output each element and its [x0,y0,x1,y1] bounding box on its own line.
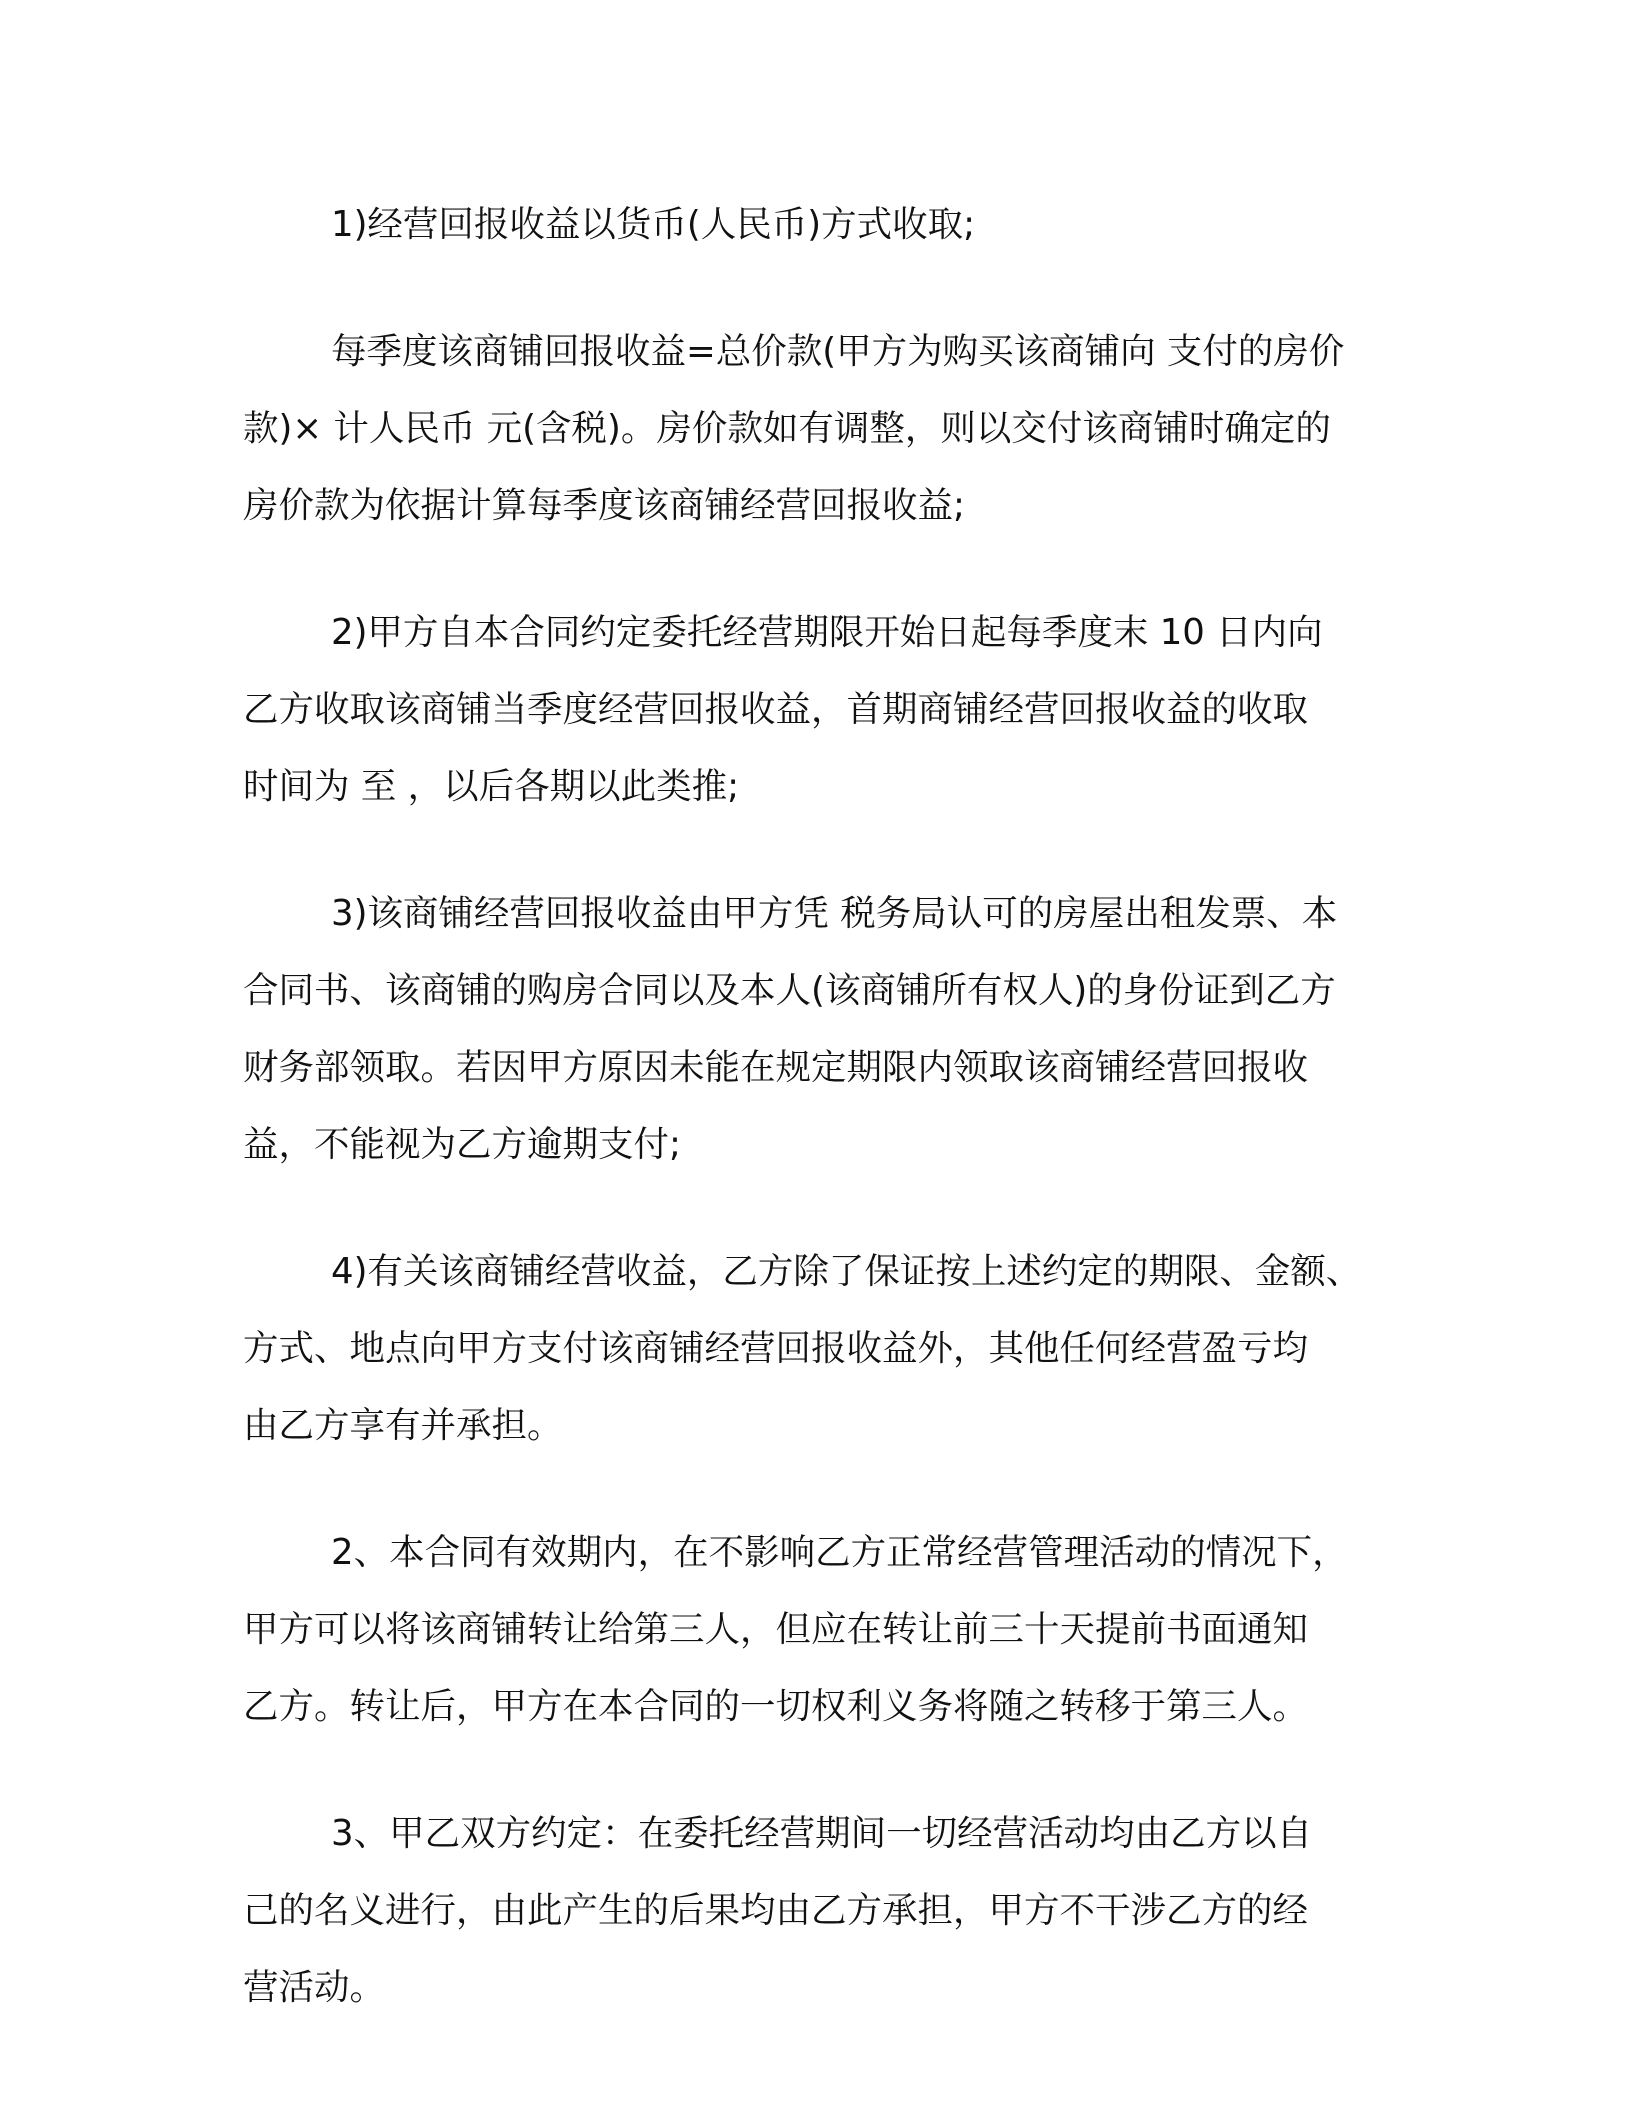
text-line: 4)有关该商铺经营收益，乙方除了保证按上述约定的期限、金额、 [331,1251,1362,1292]
text-line: 己的名义进行，由此产生的后果均由乙方承担，甲方不干涉乙方的经 [243,1890,1309,1931]
text-line: 1)经营回报收益以货币(人民币)方式收取; [331,204,976,245]
text-line: 2)甲方自本合同约定委托经营期限开始日起每季度末 10 日内向 [331,612,1323,653]
text-line: 甲方可以将该商铺转让给第三人，但应在转让前三十天提前书面通知 [243,1609,1309,1650]
paragraph-quarterly-formula [243,313,1393,544]
paragraph-operation-clause [243,1795,1393,2026]
text-line: 合同书、该商铺的购房合同以及本人(该商铺所有权人)的身份证到乙方 [243,970,1336,1011]
paragraph-collection-documents [243,875,1393,1183]
text-line: 时间为 至 ，以后各期以此类推; [243,766,740,807]
text-line: 益，不能视为乙方逾期支付; [243,1124,681,1165]
paragraph-income-currency [243,186,1393,263]
text-line: 房价款为依据计算每季度该商铺经营回报收益; [243,485,965,526]
text-line: 3)该商铺经营回报收益由甲方凭 税务局认可的房屋出租发票、本 [331,893,1338,934]
paragraph-profit-loss [243,1233,1393,1464]
text-line: 财务部领取。若因甲方原因未能在规定期限内领取该商铺经营回报收 [243,1047,1309,1088]
paragraph-collection-time [243,594,1393,825]
paragraph-transfer-clause [243,1514,1393,1745]
text-line: 乙方收取该商铺当季度经营回报收益，首期商铺经营回报收益的收取 [243,689,1309,730]
text-line: 方式、地点向甲方支付该商铺经营回报收益外，其他任何经营盈亏均 [243,1328,1309,1369]
text-line: 每季度该商铺回报收益=总价款(甲方为购买该商铺向 支付的房价 [331,331,1345,372]
text-line: 乙方。转让后，甲方在本合同的一切权利义务将随之转移于第三人。 [243,1686,1309,1727]
text-line: 3、甲乙双方约定：在委托经营期间一切经营活动均由乙方以自 [331,1813,1313,1854]
text-line: 由乙方享有并承担。 [243,1405,563,1446]
text-line: 营活动。 [243,1967,386,2008]
text-line: 款)× 计人民币 元(含税)。房价款如有调整，则以交付该商铺时确定的 [243,408,1331,449]
document-body [243,186,1393,2076]
text-line: 2、本合同有效期内，在不影响乙方正常经营管理活动的情况下， [331,1532,1348,1573]
